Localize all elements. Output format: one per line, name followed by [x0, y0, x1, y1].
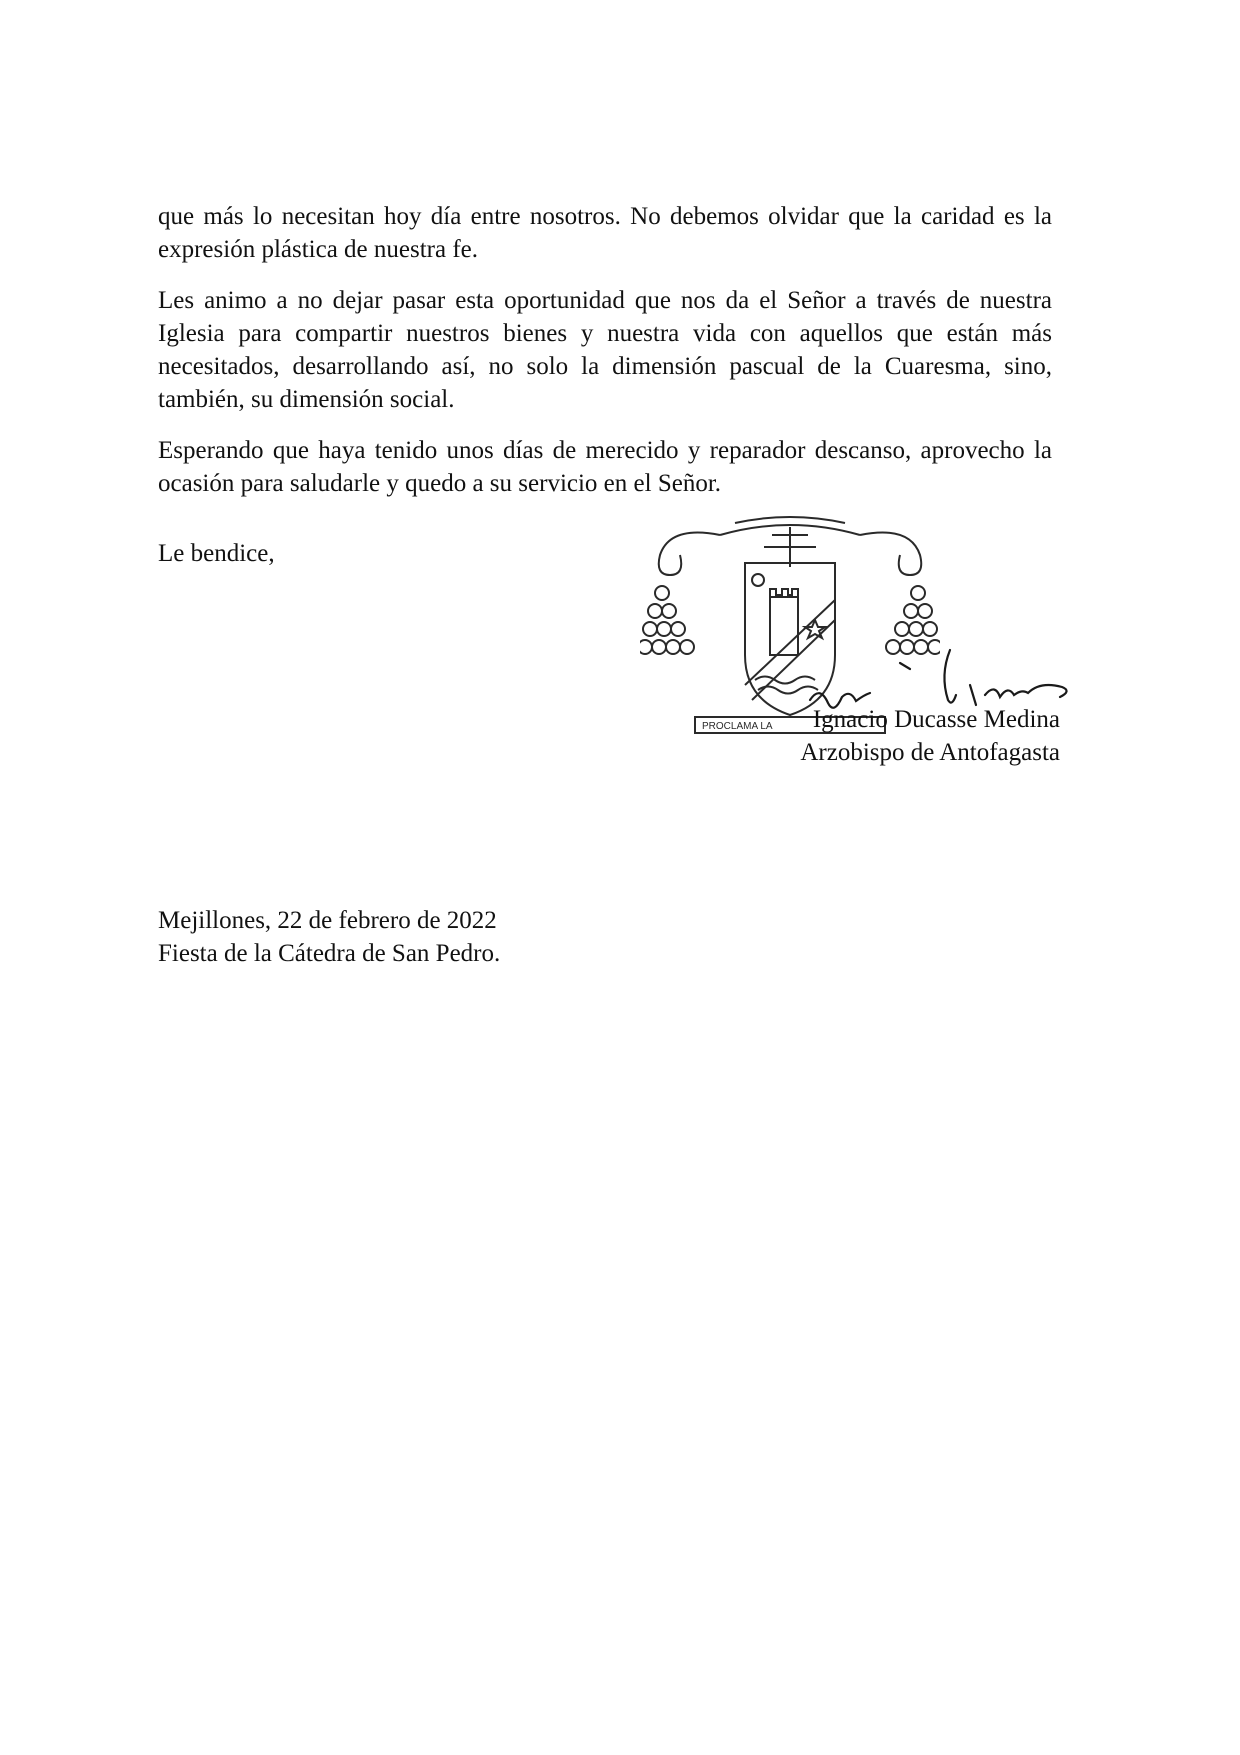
paragraph-2: Les animo a no dejar pasar esta oportunidad que nos da el Señor a través de nuestra Iglesia para compartir nuestros bienes y nuestra vida con aquellos que están más necesitados, desarrollando así, no solo la dimensión pascual de la Cuaresma, sino, también, su dimensión social. — [158, 287, 1052, 413]
signer-name: Ignacio Ducasse Medina — [812, 706, 1060, 733]
paragraph-1: que más lo necesitan hoy día entre nosotros. No debemos olvidar que la caridad es la expresión plástica de nuestra fe. — [158, 203, 1052, 263]
signer-block — [760, 703, 1060, 769]
seal-motto: PROCLAMA LA — [702, 721, 773, 732]
place-date: Mejillones, 22 de febrero de 2022 — [158, 907, 497, 934]
signer-title: Arzobispo de Antofagasta — [800, 739, 1060, 766]
place-date-block — [158, 904, 500, 970]
feast-day: Fiesta de la Cátedra de San Pedro. — [158, 940, 501, 967]
closing-salutation: Le bendice, — [158, 540, 275, 567]
letter-body — [158, 200, 1052, 518]
paragraph-3: Esperando que haya tenido unos días de merecido y reparador descanso, aprovecho la ocasión para saludarle y quedo a su servicio en el Señor. — [158, 437, 1052, 497]
